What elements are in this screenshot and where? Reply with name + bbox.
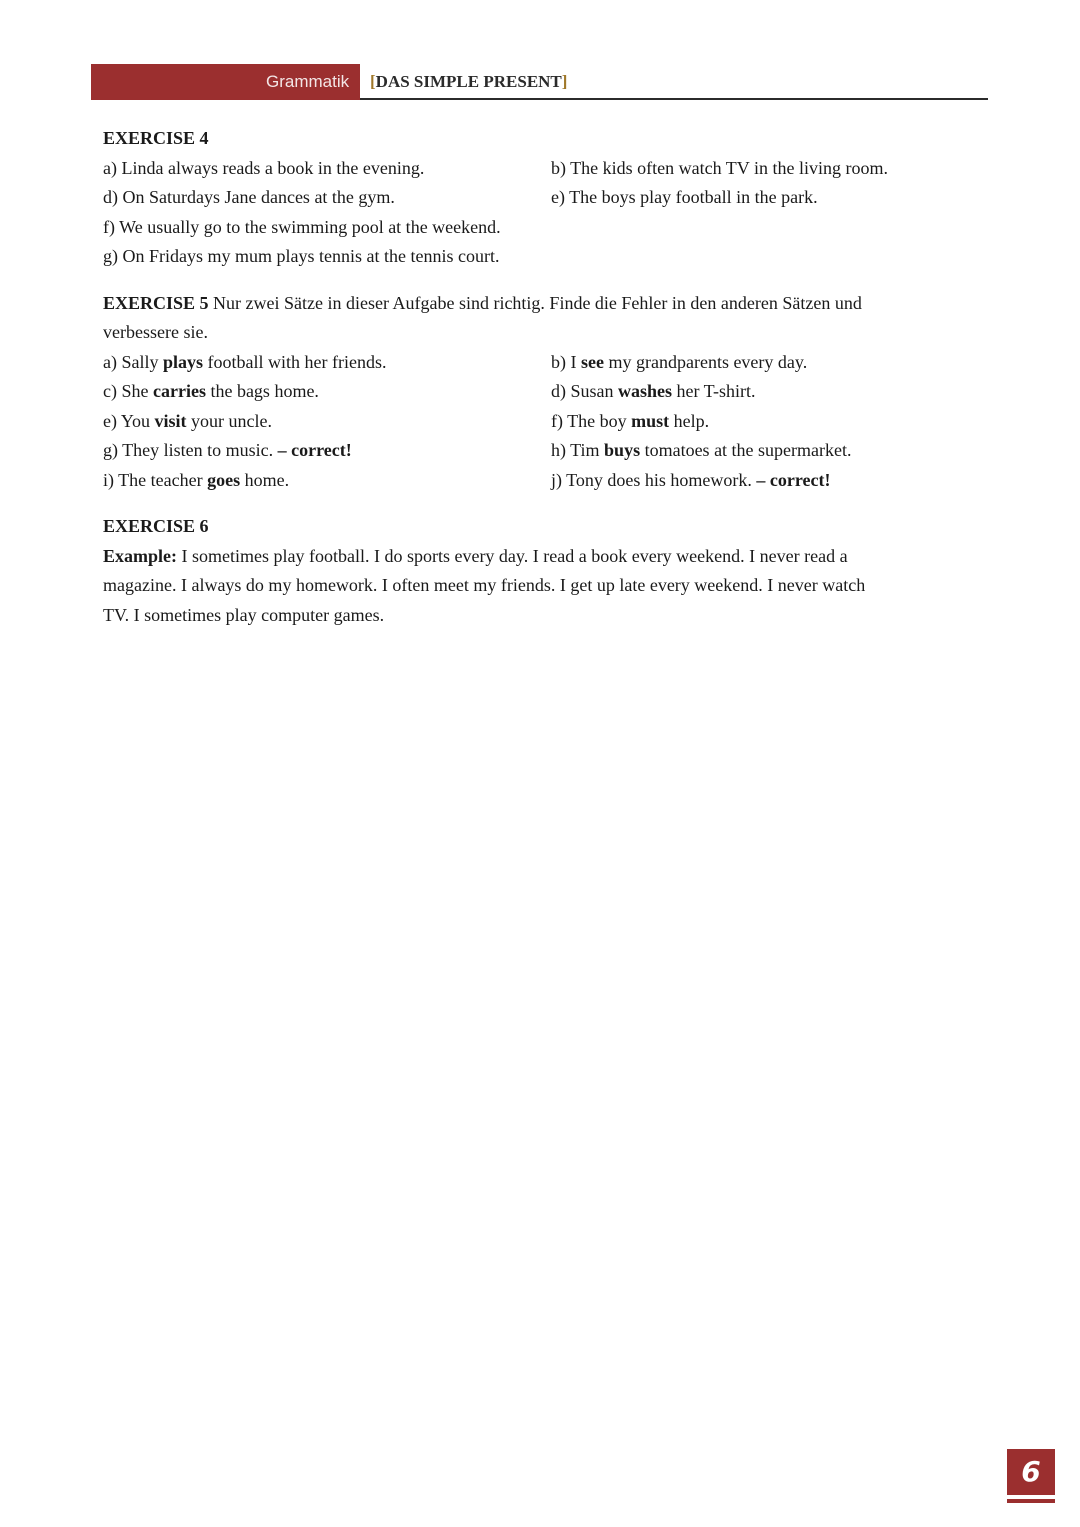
exercise-4-title: EXERCISE 4 <box>103 128 209 148</box>
header-rule <box>360 98 988 100</box>
exercise-5-row <box>103 466 983 496</box>
exercise-4-item-b: b) The kids often watch TV in the living room. <box>551 157 888 178</box>
exercise-4-row <box>103 183 983 213</box>
exercise-5-instruction-cont: verbessere sie. <box>103 322 208 342</box>
exercise-6-line: TV. I sometimes play computer games. <box>103 604 385 625</box>
exercise-5-item-h: h) Tim buys tomatoes at the supermarket. <box>551 440 852 460</box>
exercise-5-item-a: a) Sally plays football with her friends. <box>103 351 387 372</box>
section-label: Grammatik <box>266 72 350 91</box>
exercise-5-item-i: i) The teacher goes home. <box>103 469 290 490</box>
page-title <box>370 71 567 93</box>
exercise-6-title: EXERCISE 6 <box>103 516 209 536</box>
page-number: 6 <box>1007 1449 1055 1495</box>
exercise-5-row <box>103 407 983 437</box>
exercise-4-item-f: f) We usually go to the swimming pool at the weekend. <box>103 216 501 237</box>
page-number-rule <box>1007 1499 1055 1503</box>
exercise-5-instruction <box>103 289 983 319</box>
exercise-5 <box>103 289 983 496</box>
exercise-6-line: Example: I sometimes play football. I do sports every day. I read a book every weekend. I never read a <box>103 545 848 566</box>
exercise-5-row <box>103 348 983 378</box>
exercise-5-row <box>103 377 983 407</box>
exercise-6 <box>103 512 983 630</box>
exercise-4-item-a: a) Linda always reads a book in the evening. <box>103 157 425 178</box>
exercise-5-title: EXERCISE 5 <box>103 292 209 313</box>
exercise-4-item-e: e) The boys play football in the park. <box>551 187 818 207</box>
exercise-4-row <box>103 154 983 184</box>
example-label: Example: <box>103 545 177 566</box>
exercise-5-item-g: g) They listen to music. – correct! <box>103 440 352 460</box>
exercise-5-item-j: j) Tony does his homework. – correct! <box>551 469 831 490</box>
exercise-5-item-f: f) The boy must help. <box>551 410 710 431</box>
exercise-6-line: magazine. I always do my homework. I often meet my friends. I get up late every weekend. I never watch <box>103 575 866 595</box>
exercise-5-item-c: c) She carries the bags home. <box>103 381 319 401</box>
worksheet-content <box>103 124 983 630</box>
bracket-close: ] <box>561 72 568 91</box>
exercise-4 <box>103 124 983 272</box>
exercise-4-item-g: g) On Fridays my mum plays tennis at the tennis court. <box>103 246 500 266</box>
page-title-text: DAS SIMPLE PRESENT <box>375 72 562 91</box>
bracket-open: [ <box>370 72 376 91</box>
exercise-5-instruction-text: Nur zwei Sätze in dieser Aufgabe sind richtig. Finde die Fehler in den anderen Sätzen und <box>208 292 862 313</box>
exercise-5-item-b: b) I see my grandparents every day. <box>551 351 808 372</box>
exercise-5-row <box>103 436 983 466</box>
exercise-4-item-d: d) On Saturdays Jane dances at the gym. <box>103 187 395 207</box>
exercise-5-item-d: d) Susan washes her T-shirt. <box>551 381 756 401</box>
exercise-5-item-e: e) You visit your uncle. <box>103 410 273 431</box>
